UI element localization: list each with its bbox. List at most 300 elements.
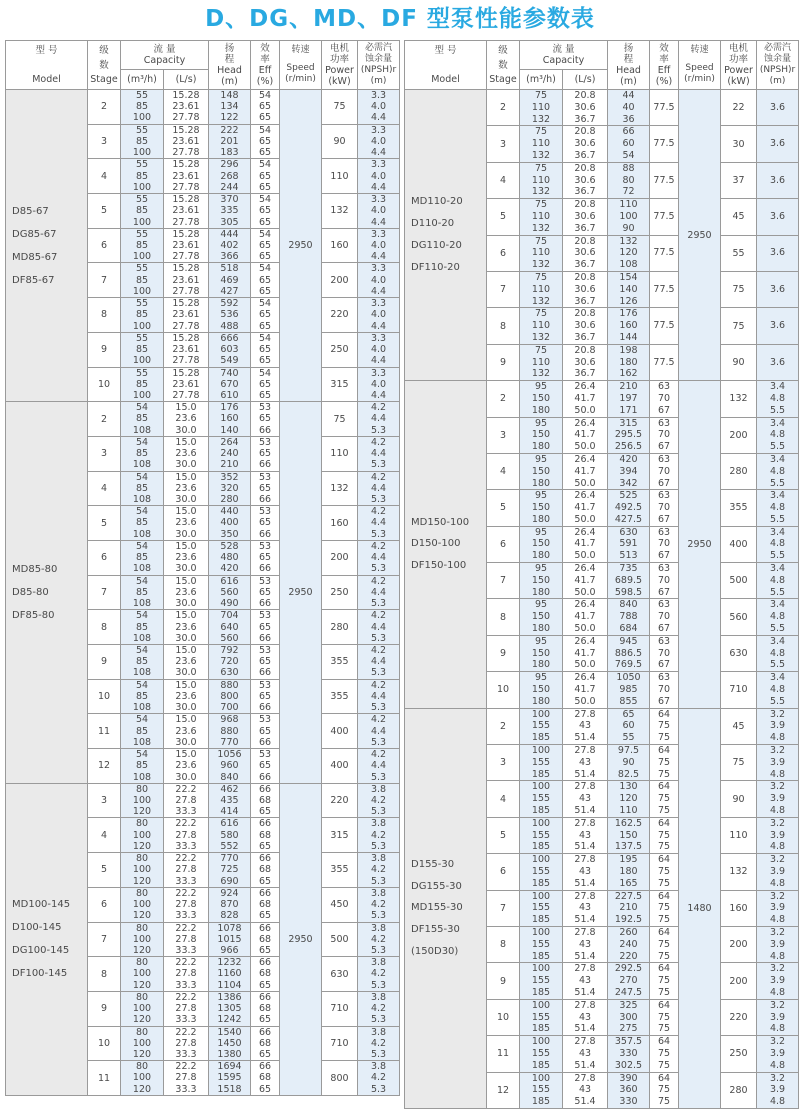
- head-cell: 616 580 552: [209, 818, 251, 853]
- power-cell: 200: [721, 417, 757, 453]
- col-header-stage: 级 数 Stage: [487, 41, 520, 90]
- stage-cell: 5: [88, 853, 121, 888]
- model-name: MD100-145: [12, 899, 71, 911]
- npsh-cell: 3.2 3.9 4.8: [757, 1036, 799, 1072]
- col-header-m3h: (m³/h): [520, 69, 563, 89]
- model-name: D155-30: [411, 858, 455, 870]
- model-name: (150D30): [411, 945, 459, 957]
- power-cell: 355: [322, 679, 358, 714]
- eff-cell: 53 65 66: [251, 575, 280, 610]
- head-cell: 176 160 140: [209, 402, 251, 437]
- capacity-m3h-cell: 80 100 120: [121, 1026, 164, 1061]
- capacity-m3h-cell: 100 155 185: [520, 817, 563, 853]
- npsh-cell: 3.2 3.9 4.8: [757, 708, 799, 744]
- model-name: MD85-67: [12, 251, 58, 263]
- head-cell: 945 886.5 769.5: [608, 635, 650, 671]
- eff-cell: 63 70 67: [650, 381, 679, 417]
- stage-cell: 8: [487, 599, 520, 635]
- npsh-cell: 3.2 3.9 4.8: [757, 781, 799, 817]
- npsh-cell: 4.2 4.4 5.3: [358, 506, 400, 541]
- eff-cell: 63 70 67: [650, 599, 679, 635]
- eff-cell: 63 70 67: [650, 672, 679, 708]
- stage-cell: 5: [487, 199, 520, 235]
- npsh-cell: 3.8 4.2 5.3: [358, 1061, 400, 1096]
- model-name: DF150-100: [411, 560, 467, 572]
- npsh-cell: 3.3 4.0 4.4: [358, 90, 400, 125]
- head-cell: 154 140 126: [608, 271, 650, 307]
- npsh-cell: 3.8 4.2 5.3: [358, 853, 400, 888]
- capacity-ls-cell: 20.8 30.6 36.7: [563, 235, 608, 271]
- head-cell: 1694 1595 1518: [209, 1061, 251, 1096]
- capacity-m3h-cell: 75 110 132: [520, 271, 563, 307]
- power-cell: 280: [721, 1072, 757, 1108]
- eff-cell: 77.5: [650, 308, 679, 344]
- capacity-m3h-cell: 95 150 180: [520, 563, 563, 599]
- eff-cell: 63 70 67: [650, 526, 679, 562]
- eff-cell: 66 68 65: [251, 1026, 280, 1061]
- eff-cell: 64 75 75: [650, 745, 679, 781]
- npsh-cell: 3.4 4.8 5.5: [757, 672, 799, 708]
- stage-cell: 7: [88, 263, 121, 298]
- col-header-npsh: 必需汽 蚀余量 (NPSH)r (m): [358, 41, 400, 90]
- capacity-ls-cell: 27.8 43 51.4: [563, 1072, 608, 1108]
- stage-row: [6, 402, 400, 437]
- col-header-m3h: (m³/h): [121, 69, 164, 89]
- head-cell: 666 603 549: [209, 332, 251, 367]
- eff-cell: 63 70 67: [650, 453, 679, 489]
- eff-cell: 64 75 75: [650, 817, 679, 853]
- head-cell: 630 591 513: [608, 526, 650, 562]
- stage-cell: 2: [88, 402, 121, 437]
- eff-cell: 53 65 66: [251, 610, 280, 645]
- head-cell: 148 134 122: [209, 90, 251, 125]
- capacity-ls-cell: 20.8 30.6 36.7: [563, 199, 608, 235]
- eff-cell: 66 68 65: [251, 783, 280, 818]
- head-cell: 528 480 420: [209, 540, 251, 575]
- capacity-m3h-cell: 54 85 108: [121, 575, 164, 610]
- eff-cell: 64 75 75: [650, 781, 679, 817]
- eff-cell: 63 70 67: [650, 635, 679, 671]
- capacity-m3h-cell: 95 150 180: [520, 381, 563, 417]
- capacity-m3h-cell: 80 100 120: [121, 783, 164, 818]
- capacity-ls-cell: 15.0 23.6 30.0: [164, 575, 209, 610]
- model-names-cell: [6, 783, 88, 1095]
- capacity-ls-cell: 26.4 41.7 50.0: [563, 599, 608, 635]
- speed-cell: 1480: [679, 708, 721, 1108]
- model-name: DG155-30: [411, 880, 462, 892]
- capacity-ls-cell: 27.8 43 51.4: [563, 1036, 608, 1072]
- npsh-cell: 3.3 4.0 4.4: [358, 263, 400, 298]
- capacity-m3h-cell: 80 100 120: [121, 957, 164, 992]
- stage-cell: 3: [88, 124, 121, 159]
- eff-cell: 64 75 75: [650, 1072, 679, 1108]
- npsh-cell: 3.2 3.9 4.8: [757, 926, 799, 962]
- head-cell: 66 60 54: [608, 126, 650, 162]
- npsh-cell: 3.2 3.9 4.8: [757, 963, 799, 999]
- capacity-ls-cell: 27.8 43 51.4: [563, 781, 608, 817]
- model-name: DF100-145: [12, 968, 68, 980]
- capacity-m3h-cell: 54 85 108: [121, 471, 164, 506]
- stage-cell: 6: [487, 235, 520, 271]
- eff-cell: 63 70 67: [650, 563, 679, 599]
- stage-cell: 2: [487, 90, 520, 126]
- power-cell: 355: [721, 490, 757, 526]
- capacity-m3h-cell: 95 150 180: [520, 672, 563, 708]
- head-cell: 222 201 183: [209, 124, 251, 159]
- capacity-m3h-cell: 100 155 185: [520, 708, 563, 744]
- head-cell: 968 880 770: [209, 714, 251, 749]
- npsh-cell: 4.2 4.4 5.3: [358, 436, 400, 471]
- capacity-ls-cell: 15.0 23.6 30.0: [164, 506, 209, 541]
- col-header-capacity: 流 量 Capacity: [520, 41, 608, 70]
- npsh-cell: 3.8 4.2 5.3: [358, 957, 400, 992]
- capacity-ls-cell: 22.2 27.8 33.3: [164, 1061, 209, 1096]
- npsh-cell: 3.4 4.8 5.5: [757, 417, 799, 453]
- stage-cell: 8: [88, 298, 121, 333]
- npsh-cell: 4.2 4.4 5.3: [358, 540, 400, 575]
- stage-cell: 3: [487, 126, 520, 162]
- stage-row: [405, 381, 799, 417]
- capacity-m3h-cell: 75 110 132: [520, 235, 563, 271]
- power-cell: 132: [322, 194, 358, 229]
- power-cell: 200: [322, 263, 358, 298]
- stage-cell: 10: [88, 679, 121, 714]
- stage-cell: 5: [88, 506, 121, 541]
- stage-cell: 10: [88, 367, 121, 402]
- capacity-ls-cell: 15.0 23.6 30.0: [164, 436, 209, 471]
- capacity-ls-cell: 15.28 23.61 27.78: [164, 159, 209, 194]
- head-cell: 770 725 690: [209, 853, 251, 888]
- stage-cell: 7: [487, 563, 520, 599]
- speed-cell: 2950: [280, 90, 322, 402]
- eff-cell: 77.5: [650, 162, 679, 198]
- stage-cell: 5: [88, 194, 121, 229]
- npsh-cell: 3.6: [757, 308, 799, 344]
- capacity-ls-cell: 26.4 41.7 50.0: [563, 563, 608, 599]
- stage-cell: 6: [487, 526, 520, 562]
- col-header-eff: 效 率 Eff (%): [251, 41, 280, 90]
- eff-cell: 77.5: [650, 90, 679, 126]
- capacity-m3h-cell: 75 110 132: [520, 344, 563, 380]
- capacity-m3h-cell: 95 150 180: [520, 635, 563, 671]
- col-header-head: 扬 程 Head (m): [608, 41, 650, 90]
- stage-row: [405, 708, 799, 744]
- capacity-ls-cell: 15.0 23.6 30.0: [164, 471, 209, 506]
- model-section: [405, 381, 799, 709]
- head-cell: 357.5 330 302.5: [608, 1036, 650, 1072]
- head-cell: 1540 1450 1380: [209, 1026, 251, 1061]
- power-cell: 45: [721, 708, 757, 744]
- model-names-cell: [6, 402, 88, 784]
- head-cell: 740 670 610: [209, 367, 251, 402]
- capacity-ls-cell: 27.8 43 51.4: [563, 708, 608, 744]
- col-header-npsh: 必需汽 蚀余量 (NPSH)r (m): [757, 41, 799, 90]
- stage-cell: 8: [88, 957, 121, 992]
- npsh-cell: 3.8 4.2 5.3: [358, 922, 400, 957]
- power-cell: 37: [721, 162, 757, 198]
- power-cell: 55: [721, 235, 757, 271]
- stage-cell: 6: [487, 854, 520, 890]
- col-header-power: 电机 功率 Power (kW): [721, 41, 757, 90]
- eff-cell: 63 70 67: [650, 490, 679, 526]
- eff-cell: 64 75 75: [650, 890, 679, 926]
- head-cell: 325 300 275: [608, 999, 650, 1035]
- power-cell: 160: [322, 506, 358, 541]
- model-name: DF85-67: [12, 274, 55, 286]
- model-names-cell: [405, 381, 487, 709]
- head-cell: 518 469 427: [209, 263, 251, 298]
- head-cell: 370 335 305: [209, 194, 251, 229]
- table-header: [405, 41, 799, 90]
- capacity-m3h-cell: 55 85 100: [121, 263, 164, 298]
- col-header-model: 型 号 Model: [405, 41, 487, 90]
- npsh-cell: 3.8 4.2 5.3: [358, 783, 400, 818]
- eff-cell: 66 68 65: [251, 818, 280, 853]
- capacity-ls-cell: 15.28 23.61 27.78: [164, 90, 209, 125]
- npsh-cell: 3.2 3.9 4.8: [757, 1072, 799, 1108]
- stage-cell: 11: [88, 714, 121, 749]
- stage-cell: 6: [88, 887, 121, 922]
- model-name: D150-100: [411, 538, 461, 550]
- stage-cell: 3: [487, 417, 520, 453]
- stage-cell: 4: [487, 781, 520, 817]
- model-name: MD150-100: [411, 516, 470, 528]
- speed-cell: 2950: [280, 783, 322, 1095]
- power-cell: 400: [721, 526, 757, 562]
- capacity-m3h-cell: 100 155 185: [520, 745, 563, 781]
- capacity-ls-cell: 20.8 30.6 36.7: [563, 271, 608, 307]
- model-name: D110-20: [411, 218, 455, 230]
- stage-cell: 4: [487, 162, 520, 198]
- npsh-cell: 3.3 4.0 4.4: [358, 228, 400, 263]
- stage-cell: 9: [487, 344, 520, 380]
- head-cell: 210 197 171: [608, 381, 650, 417]
- stage-cell: 5: [487, 490, 520, 526]
- model-names-cell: [405, 708, 487, 1108]
- capacity-ls-cell: 20.8 30.6 36.7: [563, 344, 608, 380]
- head-cell: 1232 1160 1104: [209, 957, 251, 992]
- npsh-cell: 3.3 4.0 4.4: [358, 159, 400, 194]
- head-cell: 792 720 630: [209, 645, 251, 680]
- capacity-ls-cell: 27.8 43 51.4: [563, 890, 608, 926]
- model-section: [6, 783, 400, 1095]
- npsh-cell: 3.2 3.9 4.8: [757, 817, 799, 853]
- capacity-m3h-cell: 55 85 100: [121, 298, 164, 333]
- stage-cell: 8: [88, 610, 121, 645]
- power-cell: 160: [322, 228, 358, 263]
- power-cell: 22: [721, 90, 757, 126]
- npsh-cell: 3.4 4.8 5.5: [757, 381, 799, 417]
- power-cell: 250: [721, 1036, 757, 1072]
- head-cell: 525 492.5 427.5: [608, 490, 650, 526]
- stage-cell: 6: [88, 228, 121, 263]
- eff-cell: 66 68 65: [251, 957, 280, 992]
- head-cell: 840 788 684: [608, 599, 650, 635]
- capacity-ls-cell: 22.2 27.8 33.3: [164, 783, 209, 818]
- stage-cell: 9: [88, 645, 121, 680]
- eff-cell: 54 65 65: [251, 367, 280, 402]
- capacity-m3h-cell: 80 100 120: [121, 818, 164, 853]
- power-cell: 132: [721, 381, 757, 417]
- capacity-ls-cell: 15.0 23.6 30.0: [164, 610, 209, 645]
- npsh-cell: 3.6: [757, 344, 799, 380]
- eff-cell: 66 68 65: [251, 853, 280, 888]
- eff-cell: 53 65 66: [251, 506, 280, 541]
- stage-cell: 7: [88, 575, 121, 610]
- eff-cell: 54 65 65: [251, 332, 280, 367]
- stage-cell: 4: [88, 818, 121, 853]
- power-cell: 110: [322, 159, 358, 194]
- capacity-m3h-cell: 75 110 132: [520, 162, 563, 198]
- tables-container: [5, 40, 795, 1109]
- npsh-cell: 3.4 4.8 5.5: [757, 490, 799, 526]
- power-cell: 280: [322, 610, 358, 645]
- head-cell: 924 870 828: [209, 887, 251, 922]
- col-header-ls: (L/s): [563, 69, 608, 89]
- capacity-ls-cell: 15.0 23.6 30.0: [164, 749, 209, 784]
- capacity-m3h-cell: 75 110 132: [520, 308, 563, 344]
- capacity-m3h-cell: 54 85 108: [121, 645, 164, 680]
- head-cell: 162.5 150 137.5: [608, 817, 650, 853]
- npsh-cell: 4.2 4.4 5.3: [358, 471, 400, 506]
- eff-cell: 77.5: [650, 126, 679, 162]
- power-cell: 90: [322, 124, 358, 159]
- npsh-cell: 3.6: [757, 271, 799, 307]
- capacity-ls-cell: 22.2 27.8 33.3: [164, 922, 209, 957]
- power-cell: 560: [721, 599, 757, 635]
- npsh-cell: 3.6: [757, 235, 799, 271]
- col-header-head: 扬 程 Head (m): [209, 41, 251, 90]
- stage-cell: 5: [487, 817, 520, 853]
- npsh-cell: 3.8 4.2 5.3: [358, 1026, 400, 1061]
- capacity-m3h-cell: 75 110 132: [520, 126, 563, 162]
- npsh-cell: 3.6: [757, 126, 799, 162]
- col-header-eff: 效 率 Eff (%): [650, 41, 679, 90]
- npsh-cell: 3.8 4.2 5.3: [358, 887, 400, 922]
- power-cell: 45: [721, 199, 757, 235]
- stage-cell: 2: [487, 381, 520, 417]
- capacity-ls-cell: 20.8 30.6 36.7: [563, 126, 608, 162]
- head-cell: 260 240 220: [608, 926, 650, 962]
- head-cell: 198 180 162: [608, 344, 650, 380]
- eff-cell: 54 65 65: [251, 263, 280, 298]
- head-cell: 132 120 108: [608, 235, 650, 271]
- power-cell: 220: [322, 783, 358, 818]
- capacity-ls-cell: 15.0 23.6 30.0: [164, 679, 209, 714]
- power-cell: 75: [721, 745, 757, 781]
- model-name: D85-67: [12, 205, 49, 217]
- capacity-ls-cell: 26.4 41.7 50.0: [563, 490, 608, 526]
- eff-cell: 77.5: [650, 271, 679, 307]
- capacity-ls-cell: 26.4 41.7 50.0: [563, 417, 608, 453]
- power-cell: 400: [322, 714, 358, 749]
- power-cell: 75: [721, 271, 757, 307]
- capacity-m3h-cell: 55 85 100: [121, 159, 164, 194]
- model-name: DG100-145: [12, 945, 70, 957]
- head-cell: 44 40 36: [608, 90, 650, 126]
- model-name: DF155-30: [411, 924, 460, 936]
- power-cell: 90: [721, 781, 757, 817]
- capacity-m3h-cell: 100 155 185: [520, 1072, 563, 1108]
- npsh-cell: 3.4 4.8 5.5: [757, 453, 799, 489]
- power-cell: 500: [721, 563, 757, 599]
- head-cell: 88 80 72: [608, 162, 650, 198]
- eff-cell: 63 70 67: [650, 417, 679, 453]
- speed-cell: 2950: [679, 90, 721, 381]
- npsh-cell: 3.6: [757, 90, 799, 126]
- capacity-m3h-cell: 75 110 132: [520, 90, 563, 126]
- head-cell: 1386 1305 1242: [209, 991, 251, 1026]
- capacity-ls-cell: 26.4 41.7 50.0: [563, 453, 608, 489]
- power-cell: 400: [322, 749, 358, 784]
- head-cell: 195 180 165: [608, 854, 650, 890]
- model-name: MD155-30: [411, 902, 463, 914]
- eff-cell: 77.5: [650, 235, 679, 271]
- stage-cell: 7: [487, 890, 520, 926]
- npsh-cell: 3.4 4.8 5.5: [757, 599, 799, 635]
- capacity-ls-cell: 26.4 41.7 50.0: [563, 526, 608, 562]
- model-section: [6, 402, 400, 784]
- npsh-cell: 3.4 4.8 5.5: [757, 635, 799, 671]
- head-cell: 462 435 414: [209, 783, 251, 818]
- model-names-cell: [6, 90, 88, 402]
- stage-cell: 10: [487, 672, 520, 708]
- head-cell: 176 160 144: [608, 308, 650, 344]
- eff-cell: 66 68 65: [251, 887, 280, 922]
- power-cell: 710: [721, 672, 757, 708]
- capacity-m3h-cell: 55 85 100: [121, 124, 164, 159]
- eff-cell: 64 75 75: [650, 926, 679, 962]
- eff-cell: 77.5: [650, 199, 679, 235]
- col-header-model: 型 号 Model: [6, 41, 88, 90]
- npsh-cell: 3.3 4.0 4.4: [358, 332, 400, 367]
- capacity-m3h-cell: 55 85 100: [121, 228, 164, 263]
- stage-cell: 12: [88, 749, 121, 784]
- eff-cell: 54 65 65: [251, 298, 280, 333]
- capacity-ls-cell: 15.28 23.61 27.78: [164, 194, 209, 229]
- npsh-cell: 3.2 3.9 4.8: [757, 999, 799, 1035]
- npsh-cell: 3.3 4.0 4.4: [358, 367, 400, 402]
- capacity-ls-cell: 15.28 23.61 27.78: [164, 298, 209, 333]
- stage-cell: 11: [487, 1036, 520, 1072]
- npsh-cell: 4.2 4.4 5.3: [358, 610, 400, 645]
- head-cell: 264 240 210: [209, 436, 251, 471]
- capacity-m3h-cell: 54 85 108: [121, 714, 164, 749]
- eff-cell: 54 65 65: [251, 194, 280, 229]
- model-name: D100-145: [12, 922, 62, 934]
- npsh-cell: 4.2 4.4 5.3: [358, 575, 400, 610]
- model-section: [405, 708, 799, 1108]
- head-cell: 390 360 330: [608, 1072, 650, 1108]
- stage-cell: 9: [487, 635, 520, 671]
- eff-cell: 53 65 66: [251, 540, 280, 575]
- capacity-ls-cell: 15.0 23.6 30.0: [164, 540, 209, 575]
- eff-cell: 54 65 65: [251, 124, 280, 159]
- head-cell: 65 60 55: [608, 708, 650, 744]
- head-cell: 1056 960 840: [209, 749, 251, 784]
- stage-cell: 4: [88, 471, 121, 506]
- eff-cell: 66 68 65: [251, 922, 280, 957]
- capacity-ls-cell: 27.8 43 51.4: [563, 817, 608, 853]
- pump-table-right: [404, 40, 799, 1109]
- model-names-cell: [405, 90, 487, 381]
- eff-cell: 53 65 66: [251, 402, 280, 437]
- capacity-ls-cell: 15.28 23.61 27.78: [164, 228, 209, 263]
- power-cell: 90: [721, 344, 757, 380]
- eff-cell: 54 65 65: [251, 159, 280, 194]
- power-cell: 315: [322, 818, 358, 853]
- power-cell: 250: [322, 332, 358, 367]
